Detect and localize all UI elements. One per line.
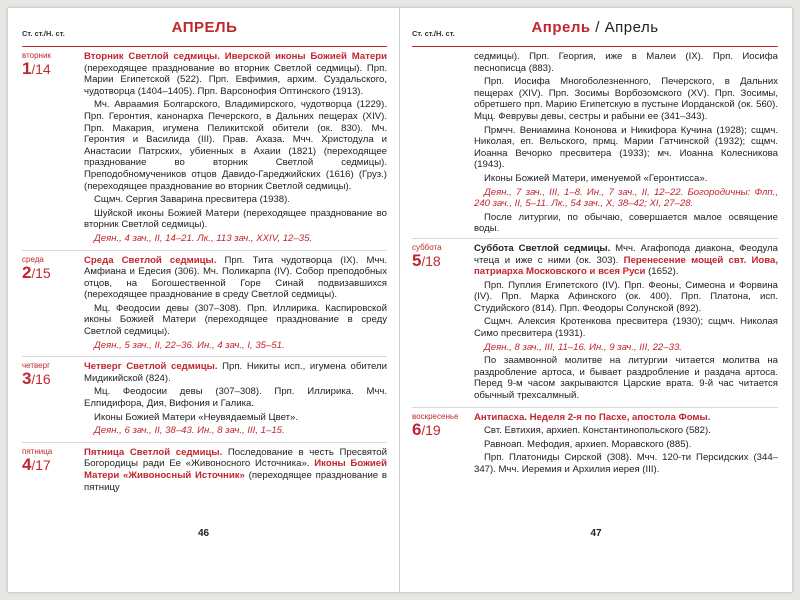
feast-title: Вторник Светлой седмицы. Иверской иконы Божией Матери [84, 51, 387, 62]
day-text [84, 447, 387, 495]
old-new-style-label: Ст. ст./Н. ст. [412, 29, 455, 38]
feast-line [84, 255, 387, 301]
month-title: АПРЕЛЬ [171, 19, 238, 36]
saints-paragraph: Иконы Божией Матери, именуемой «Геронтисса». [484, 172, 708, 184]
old-new-style-label: Ст. ст./Н. ст. [22, 29, 65, 38]
date-number: 3/16 [22, 369, 51, 389]
old-date: 1 [22, 59, 32, 78]
feast-title-secondary: Перенесение мощей свт. Иова, патриарха Московского и всея Руси [474, 254, 778, 278]
date-column [22, 447, 84, 495]
feast-line [474, 412, 778, 424]
day-text [474, 412, 778, 478]
month-title-secondary: Апрель [604, 19, 659, 36]
left-header [22, 18, 387, 47]
old-date: 3 [22, 369, 32, 389]
feast-note: Мчч. Агафопода диакона, Феодула чтеца и иже с ними (ок. 303). [474, 242, 778, 266]
feast-title: Пятница Светлой седмицы. [84, 446, 223, 458]
left-page [8, 8, 400, 592]
date-number: 4/17 [22, 454, 51, 474]
day-text [474, 243, 778, 404]
date-column [22, 255, 84, 354]
page-number: 47 [590, 528, 602, 540]
day-text [84, 255, 387, 354]
continued-entry [412, 51, 778, 235]
old-date: 2 [22, 262, 32, 282]
date-number: 6/19 [412, 419, 441, 439]
liturgy-note: После литургии, по обычаю, совершается малое освящение воды. [474, 211, 778, 235]
day-entry [22, 250, 387, 354]
right-page [400, 8, 792, 592]
date-number: 1/14 [22, 59, 51, 78]
date-column [22, 51, 84, 247]
scripture-reading: Деян., 7 зач., III, 1–8. Ин., 7 зач., II, 12–22. Богородичны: Флп., 240 зач., II, 5–11. Лк., 54 зач., X, 38–42; XI, 27–28. [474, 186, 778, 210]
scripture-reading: Деян., 5 зач., II, 22–36. Ин., 4 зач., I, 35–51. [94, 339, 285, 351]
old-date: 4 [22, 454, 32, 474]
month-title [412, 19, 778, 36]
feast-title-secondary: Иконы Божией Матери «Живоносный Источник» [84, 458, 387, 481]
feast-line [84, 361, 387, 384]
weekday-label: воскресенье [412, 411, 459, 421]
date-number: 5/18 [412, 250, 441, 270]
saints-paragraph: Иконы Божией Матери «Неувядаемый Цвет». [94, 411, 299, 423]
liturgy-note: По заамвонной молитве на литургии читается молитва на раздробление артоса, и бывает раздробление и раздача артоса. Перед 9-м часом закрываются Царские врата. 9-й час читается обычный трехсалмный. [474, 355, 778, 402]
weekday-label: четверг [22, 361, 50, 371]
day-entry [412, 238, 778, 404]
feast-note: (переходящее празднование во вторник Светлой седмицы). Прп. Марии Египетской (522). Прп. Евфимия, архим. Суздальского, чудотворца (1404–1405). Прп. Варсонофия Оптинского (1913). [84, 62, 387, 97]
page-number: 46 [197, 528, 210, 540]
feast-note: Прп. Тита чудотворца (IX). Мчч. Амфиана и Едесия (306). Мч. Поликарпа (IV). Собор преподобных отцов, на Богошественной Горе Синай подвизавшихся (переходящее празднование в среду Светлой седмицы). [84, 254, 387, 301]
feast-line [474, 243, 778, 278]
day-entry [22, 442, 387, 495]
feast-note: Последование в честь Пресвятой Богородицы ради Ее «Живоносного Источника». [84, 446, 387, 470]
feast-title: Суббота Светлой седмицы. [474, 242, 611, 254]
feast-note: Прп. Никиты исп., игумена обители Мидикийской (824). [84, 361, 387, 384]
feast-title: Среда Светлой седмицы. [84, 254, 217, 266]
day-entry [22, 356, 387, 439]
day-entry [22, 51, 387, 247]
right-header [412, 18, 778, 47]
feast-title: Антипасха. Неделя 2-я по Пасхе, апостола Фомы. [474, 411, 711, 423]
saints-paragraph: Мц. Феодосии девы (307–308). Прп. Иллирика. Каспировской иконы Божией Матери (переходящее празднование в среду Светлой седмицы). [84, 302, 387, 338]
weekday-label: пятница [22, 446, 53, 456]
day-text [84, 361, 387, 439]
saints-paragraph: Прмчч. Вениамина Кононова и Никифора Кучина (1928); сщмч. Николая, еп. Вельского, прмц. Марии Гатчинской (1932); сщмч. Иоанна Вечорко пресвитера (1933); мч. Иоанна Колесникова (1943). [474, 124, 778, 171]
day-text [84, 51, 387, 247]
feast-line [84, 51, 387, 97]
new-date: 15 [35, 264, 51, 281]
saints-paragraph: Сщмч. Сергия Заварина пресвитера (1938). [94, 194, 290, 206]
day-text [412, 51, 778, 235]
saints-paragraph: Прп. Иосифа Многоболезненного, Печерского, в Дальних пещерах (XIV). Прп. Зосимы Ворбозомского (XV). Прп. Зосимы, обретшего прп. Марию Египетскую в пустыне Иорданской (ок. 560). Мцц. Феврувы девы, сестры и рабыни ее (341–343). [474, 76, 778, 122]
new-date: 19 [425, 421, 441, 438]
feast-note-secondary: (1652). [645, 266, 679, 278]
month-title-separator: / [590, 19, 605, 36]
scripture-reading: Деян., 8 зач., III, 11–16. Ин., 9 зач., III, 22–33. [484, 341, 682, 353]
month-title-primary: Апрель [531, 19, 591, 36]
date-column [22, 361, 84, 439]
saints-paragraph: Свт. Евтихия, архиеп. Константинопольского (582). [484, 425, 711, 437]
weekday-label: суббота [412, 242, 442, 252]
day-entry [412, 407, 778, 478]
old-date: 6 [412, 419, 422, 439]
date-column [412, 412, 474, 478]
saints-paragraph: Шуйской иконы Божией Матери (переходящее празднование во вторник Светлой седмицы). [84, 207, 387, 231]
date-column [412, 243, 474, 404]
book-spread [8, 8, 792, 592]
feast-title: Четверг Светлой седмицы. [84, 361, 218, 373]
saints-paragraph: Мч. Авраамия Болгарского, Владимирского, чудотворца (1229). Прп. Геронтия, канонарха Печерского, в Дальних пещерах (XIV). Прп. Макария, игумена Пеликитской обители (ок. 830). Мч. Геронтия и Василида (III). Прав. Ахаза. Мчч. Христодула и Анастасии Патрских, убиенных в Ахаии (1821) (переходящее празднование во вторник Светлой седмицы). Преподобномучеников отцов Давидо-Гареджийских (1616) (Груз.) (переходящее празднование во вторник Светлой седмицы). [84, 99, 387, 192]
saints-paragraph: седмицы). Прп. Георгия, иже в Малеи (IX). Прп. Иосифа песнописца (883). [474, 51, 778, 74]
saints-paragraph: Мц. Феодосии девы (307–308). Прп. Иллирика. Мчч. Елпидифора, Дия, Вифония и Галика. [84, 386, 387, 410]
new-date: 18 [425, 252, 441, 269]
weekday-label: вторник [22, 51, 51, 60]
date-number: 2/15 [22, 262, 51, 282]
saints-paragraph: Прп. Платониды Сирской (308). Мчч. 120-ти Персидских (344–347). Мчч. Иеремия и Архилия иерея (III). [474, 452, 778, 475]
new-date: 14 [35, 61, 51, 77]
saints-paragraph: Равноап. Мефодия, архиеп. Моравского (885). [484, 438, 692, 450]
scripture-reading: Деян., 6 зач., II, 38–43. Ин., 8 зач., III, 1–15. [94, 425, 285, 437]
feast-note-secondary: (переходящее празднование в пятницу [84, 470, 387, 493]
new-date: 16 [35, 371, 51, 388]
new-date: 17 [35, 456, 51, 473]
scripture-reading: Деян., 4 зач., II, 14–21. Лк., 113 зач., XXIV, 12–35. [94, 232, 313, 244]
saints-paragraph: Прп. Пуплия Египетского (IV). Прп. Феоны, Симеона и Форвина (IV). Прп. Марка Афинского (ок. 400). Прп. Платона, исп. Студийского (814). Прп. Феодоры Солунской (892). [474, 279, 778, 314]
weekday-label: среда [22, 254, 44, 264]
feast-line [84, 447, 387, 493]
old-date: 5 [412, 250, 422, 270]
saints-paragraph: Сщмч. Алексия Кротенкова пресвитера (1930); сщмч. Николая Симо пресвитера (1931). [474, 316, 778, 340]
